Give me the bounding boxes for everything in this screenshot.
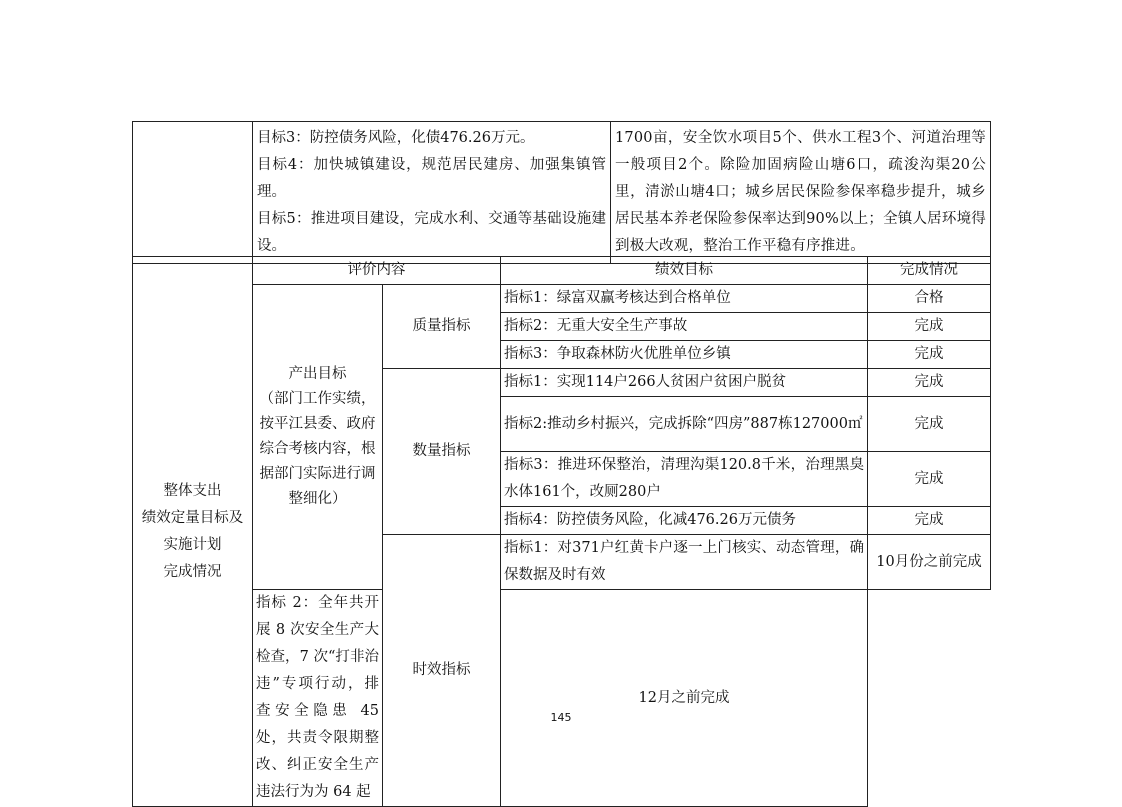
indicator-cell: 指标3：推进环保整治，清理沟渠120.8千米，治理黑臭水体161个，改厕280户: [501, 452, 868, 507]
indicator-cell: 指标 2：全年共开展 8 次安全生产大检查，7 次“打非治违”专项行动，排查安全隐患 45 处，共责令限期整改、纠正安全生产违法行为为 64 起: [253, 590, 383, 807]
performance-table: [132, 256, 991, 807]
indicator-cell: 指标2:推动乡村振兴，完成拆除“四房”887栋127000㎡: [501, 397, 868, 452]
status-cell: 12月之前完成: [501, 590, 868, 807]
group-quantity: 数量指标: [383, 369, 501, 535]
goal-3: 目标3：防控债务风险，化债476.26万元。: [257, 130, 535, 146]
status-cell: 完成: [868, 397, 991, 452]
goals-table: [132, 121, 991, 264]
section-label: 整体支出 绩效定量目标及 实施计划 完成情况: [133, 257, 253, 807]
indicator-cell: 指标3：争取森林防火优胜单位乡镇: [501, 341, 868, 369]
header-evaluation: 评价内容: [253, 257, 501, 285]
header-status: 完成情况: [868, 257, 991, 285]
annual-goals-cell: [253, 122, 611, 264]
group-timeliness: 时效指标: [383, 535, 501, 807]
achievements-cell: 1700亩，安全饮水项目5个、供水工程3个、河道治理等一般项目2个。除险加固病险山塘6口，疏浚沟渠20公里，清淤山塘4口；城乡居民保险参保率稳步提升，城乡居民基本养老保险参保率达到90%以上；全镇人居环境得到极大改观，整治工作平稳有序推进。: [611, 122, 991, 264]
indicator-cell: 指标1：绿富双赢考核达到合格单位: [501, 285, 868, 313]
page-number: 145: [550, 711, 572, 724]
goal-5: 目标5：推进项目建设，完成水利、交通等基础设施建设。: [257, 211, 606, 254]
empty-label-cell: [133, 122, 253, 264]
indicator-cell: 指标2：无重大安全生产事故: [501, 313, 868, 341]
indicator-cell: 指标1：对371户红黄卡户逐一上门核实、动态管理，确保数据及时有效: [501, 535, 868, 590]
indicator-cell: 指标4：防控债务风险，化减476.26万元债务: [501, 507, 868, 535]
indicator-cell: 指标1：实现114户266人贫困户贫困户脱贫: [501, 369, 868, 397]
goal-4: 目标4：加快城镇建设，规范居民建房、加强集镇管理。: [257, 157, 606, 200]
header-target: 绩效目标: [501, 257, 868, 285]
output-target: 产出目标 （部门工作实绩，按平江县委、政府综合考核内容，根据部门实际进行调整细化）: [253, 285, 383, 590]
status-cell: 合格: [868, 285, 991, 313]
status-cell: 完成: [868, 341, 991, 369]
group-quality: 质量指标: [383, 285, 501, 369]
status-cell: 完成: [868, 507, 991, 535]
status-cell: 完成: [868, 369, 991, 397]
status-cell: 完成: [868, 452, 991, 507]
status-cell: 完成: [868, 313, 991, 341]
status-cell: 10月份之前完成: [868, 535, 991, 590]
